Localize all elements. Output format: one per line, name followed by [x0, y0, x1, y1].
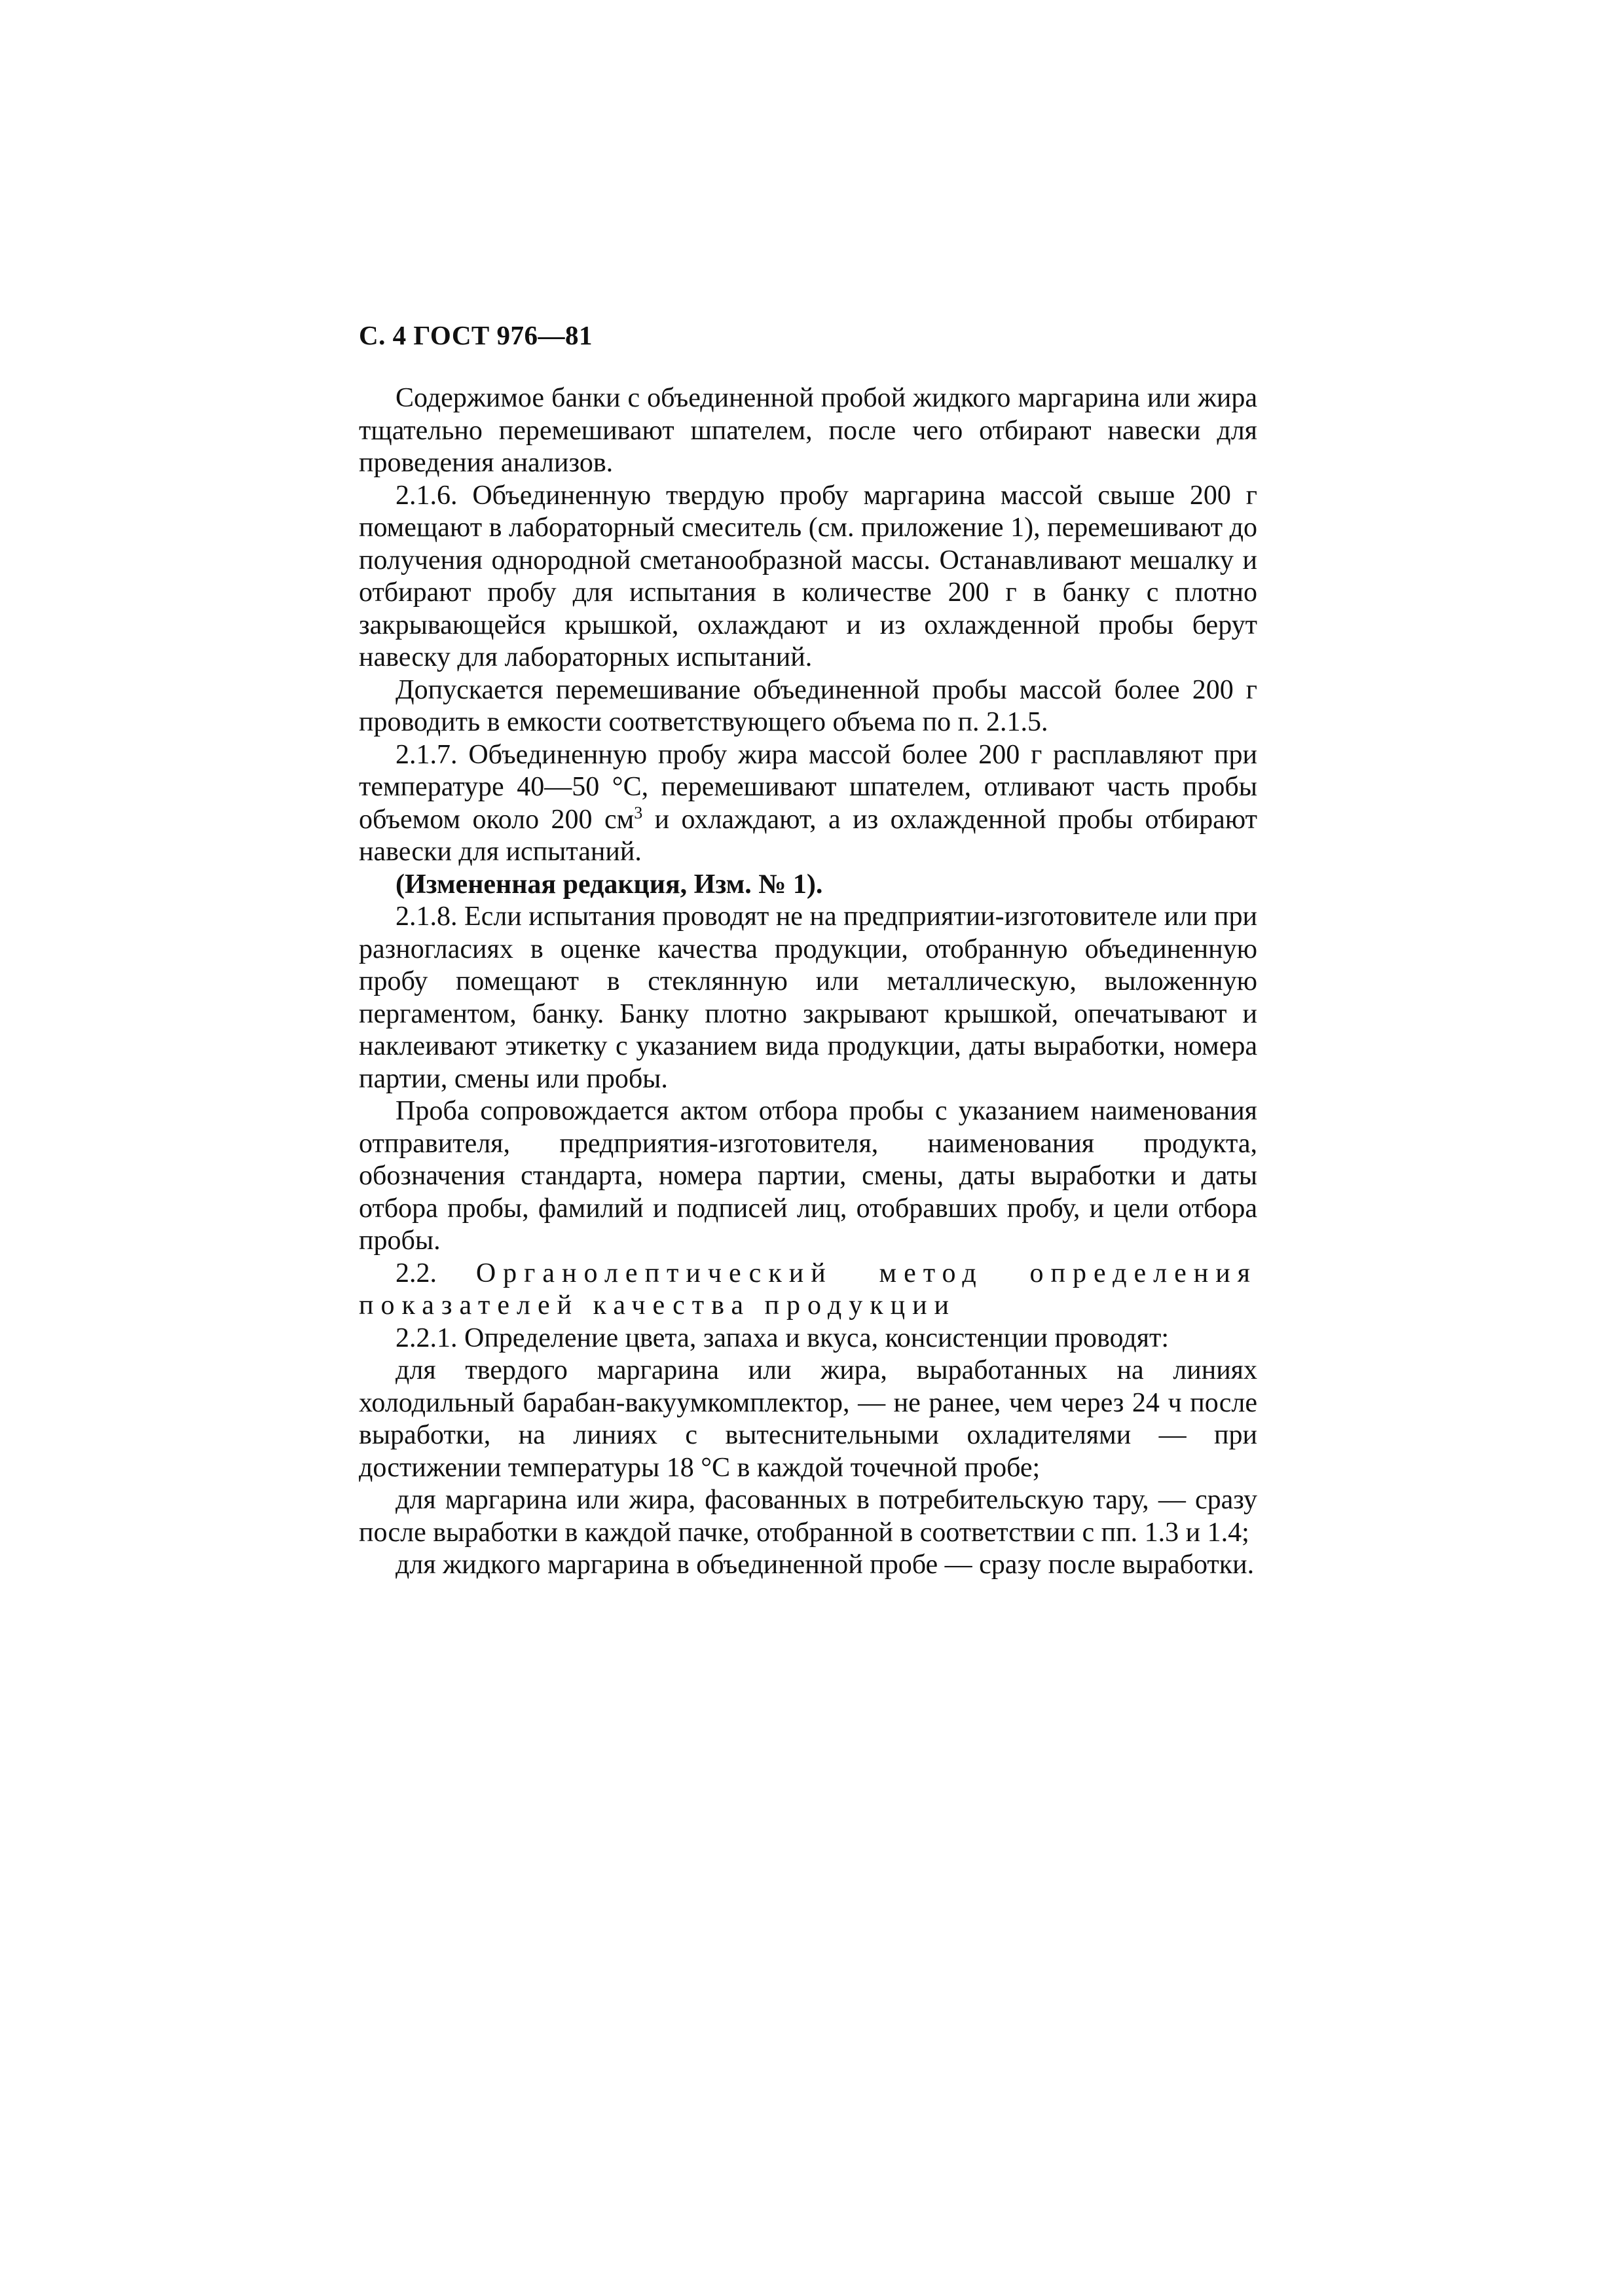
paragraph-2-1-7-text: 2.1.7. Объединенную пробу жира массой более 200 г расплавляют при температуре 40—50 °С, перемешивают шпателем, отливают часть пробы объемом около 200 см [359, 739, 1257, 835]
paragraph-2-1-7-text-end: и охлаждают, а из охлажденной пробы отбирают навески для испытаний. [359, 804, 1257, 867]
paragraph-mixing-liquid: Содержимое банки с объединенной пробой жидкого маргарина или жира тщательно перемешивают шпателем, после чего отбирают навески для проведения анализов. [359, 383, 1257, 478]
paragraph-2-1-6: 2.1.6. Объединенную твердую пробу маргарина массой свыше 200 г помещают в лабораторный смеситель (см. приложение 1), перемешивают до получения однородной сметанообразной массы. Останавливают мешалку и отбирают пробу для испытания в количестве 200 г в банку с плотно закрывающейся крышкой, охлаждают и из охлажденной пробы берут навеску для лабораторных испытаний. [359, 480, 1257, 672]
paragraph-2-1-8: 2.1.8. Если испытания проводят не на предприятии-изготовителе или при разногласиях в оценке качества продукции, отобранную объединенную пробу помещают в стеклянную или металлическую, выложенную пергаментом, банку. Банку плотно закрывают крышкой, опечатывают и наклеивают этикетку с указанием вида продукции, даты выработки, номера партии, смены или пробы. [359, 902, 1257, 1094]
paragraph-packaged-margarine: для маргарина или жира, фасованных в потребительскую тару, — сразу после выработки в каждой пачке, отобранной в соответствии с пп. 1.3 и 1.4; [359, 1485, 1257, 1548]
paragraph-solid-margarine: для твердого маргарина или жира, выработанных на линиях холодильный барабан-вакуумкомплектор, — не ранее, чем через 24 ч после выработки, на линиях с вытеснительными охладителями — при достижении температуры 18 °С в каждой точечной пробе; [359, 1355, 1257, 1483]
paragraph-sample-act: Проба сопровождается актом отбора пробы с указанием наименования отправителя, предприятия-изготовителя, наименования продукта, обозначения стандарта, номера партии, смены, даты выработки и даты отбора пробы, фамилий и подписей лиц, отобравших пробу, и цели отбора пробы. [359, 1096, 1257, 1256]
paragraph-permission: Допускается перемешивание объединенной пробы массой более 200 г проводить в емкости соответствующего объема по п. 2.1.5. [359, 674, 1257, 737]
paragraph-2-2-1: 2.2.1. Определение цвета, запаха и вкуса, консистенции проводят: [396, 1322, 1170, 1353]
document-body [359, 382, 1257, 1582]
paragraph-liquid-margarine: для жидкого маргарина в объединенной пробе — сразу после выработки. [396, 1550, 1255, 1580]
amendment-note: (Измененная редакция, Изм. № 1). [396, 869, 823, 900]
paragraph-2-1-7 [359, 739, 1257, 869]
running-header: С. 4 ГОСТ 976—81 [359, 320, 593, 350]
section-number: 2.2. [396, 1258, 437, 1288]
cubic-superscript: 3 [634, 803, 643, 822]
section-title: Органолептический метод определения показателей качества продукции [359, 1258, 1257, 1321]
section-heading-2-2 [359, 1258, 1257, 1322]
